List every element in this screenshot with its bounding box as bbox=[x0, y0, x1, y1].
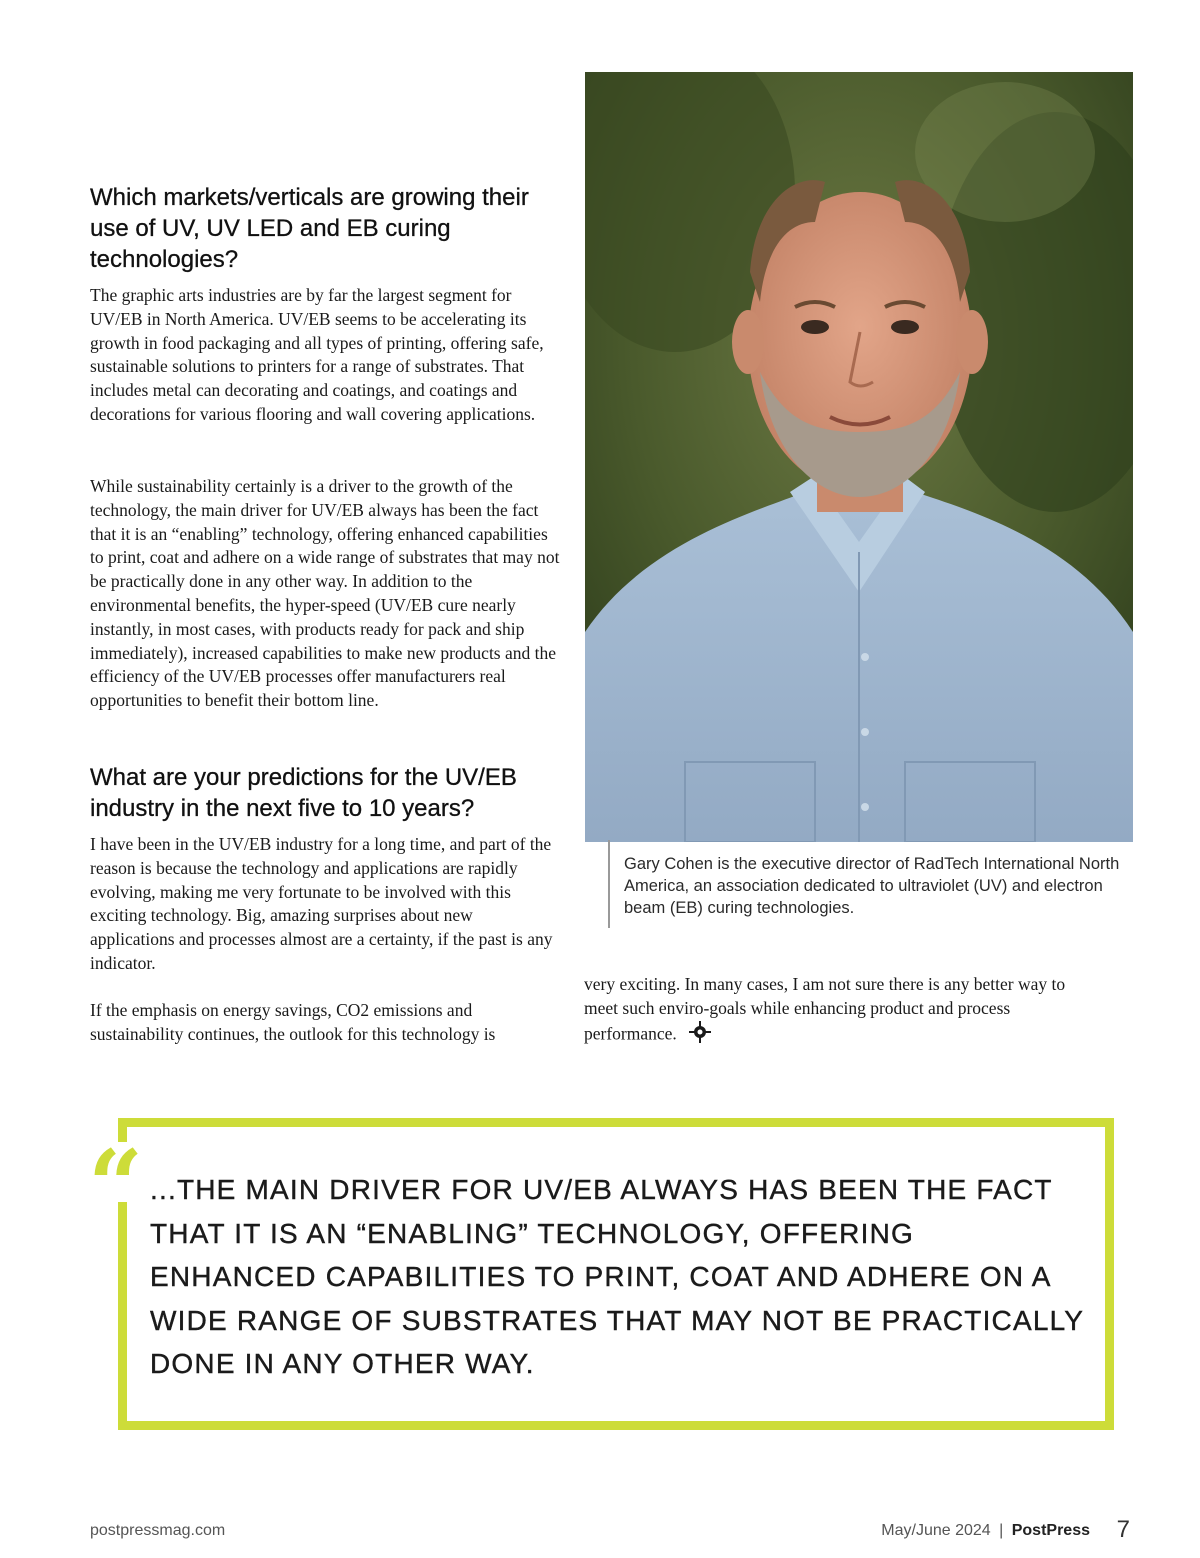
paragraph-markets-2: While sustainability certainly is a driver to the growth of the technology, the main driver for UV/EB always has been the fact that it is an “enabling” technology, offering enhanced capabilities to print, coat and adhere on a wide range of substrates that may not be practically done in any other way. In addition to the environmental benefits, the hyper-speed (UV/EB cure nearly instantly, in most cases, with products ready for pack and ship immediately), increased capabilities to make new products and the efficiency of the UV/EB processes offer manufacturers real opportunities to benefit their bottom line. bbox=[90, 476, 560, 711]
paragraph-markets-1: The graphic arts industries are by far the largest segment for UV/EB in North America. UV/EB seems to be accelerating its growth in food packaging and all types of printing, offering safe, sustainable solutions to printers for a range of substrates. That includes metal can decorating and coatings, and coatings and decorations for various flooring and wall covering applications. bbox=[90, 285, 544, 424]
footer-issue-info bbox=[881, 1522, 1090, 1540]
paragraph-predictions-2-cont bbox=[584, 973, 1084, 1049]
heading-markets: Which markets/verticals are growing their use of UV, UV LED and EB curing technologies? bbox=[90, 184, 529, 273]
page-number: 7 bbox=[1116, 1516, 1130, 1543]
footer-website[interactable]: postpressmag.com bbox=[90, 1522, 226, 1539]
portrait-illustration bbox=[585, 72, 1133, 842]
paragraph-predictions-1: I have been in the UV/EB industry for a long time, and part of the reason is because the technology and applications are rapidly evolving, making me very fortunate to be involved with this exciting technology. Big, amazing surprises about new applications and processes almost are a certainty, if the past is any indicator. bbox=[90, 834, 553, 973]
heading-predictions: What are your predictions for the UV/EB industry in the next five to 10 years? bbox=[90, 764, 517, 822]
caption-rule bbox=[608, 840, 610, 928]
pull-quote-text: ...THE MAIN DRIVER FOR UV/EB ALWAYS HAS BEEN THE FACT THAT IT IS AN “ENABLING” TECHNOLOGY, OFFERING ENHANCED CAPABILITIES TO PRINT, COAT AND ADHERE ON A WIDE RANGE OF SUBSTRATES THAT MAY NOT BE PRACTICALLY DONE IN ANY OTHER WAY. bbox=[150, 1174, 1084, 1379]
paragraph-continuation-text: very exciting. In many cases, I am not sure there is any better way to meet such enviro-goals while enhancing product and process performance. bbox=[584, 974, 1066, 1044]
paragraph-predictions-2: If the emphasis on energy savings, CO2 emissions and sustainability continues, the outlook for this technology is bbox=[90, 1000, 496, 1044]
photo-caption: Gary Cohen is the executive director of RadTech International North America, an association dedicated to ultraviolet (UV) and electron beam (EB) curing technologies. bbox=[624, 855, 1120, 917]
end-mark-icon bbox=[689, 1021, 711, 1050]
portrait-photo bbox=[585, 72, 1133, 842]
quote-mark-icon: “ bbox=[88, 1129, 144, 1242]
footer-magazine: PostPress bbox=[1011, 1522, 1090, 1539]
footer-issue: May/June 2024 bbox=[881, 1522, 991, 1539]
footer-separator: | bbox=[999, 1522, 1004, 1539]
